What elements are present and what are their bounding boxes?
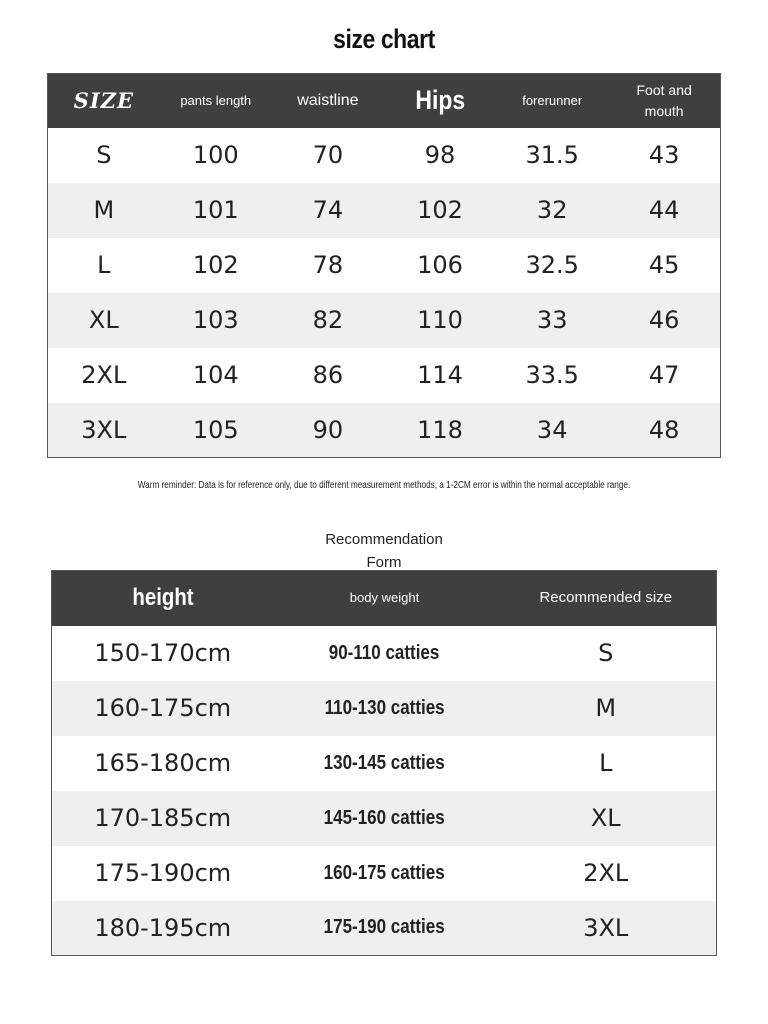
- cell-body-weight: [274, 736, 496, 791]
- cell-forerunner: 33.5: [525, 361, 579, 389]
- table-row: [48, 128, 721, 183]
- header-size: SIZE: [48, 74, 160, 128]
- table-row: [52, 626, 717, 681]
- table-row: [48, 293, 721, 348]
- cell-body-weight: [274, 681, 496, 736]
- cell-foot-and-mouth: 48: [608, 403, 720, 458]
- cell-hips: 106: [417, 251, 463, 279]
- recommendation-table: [51, 570, 717, 956]
- cell-height-text: 165-180cm: [94, 749, 232, 777]
- cell-size: M: [48, 183, 160, 238]
- cell-body-weight: [274, 626, 496, 681]
- cell-recommended-size: [496, 791, 717, 846]
- header-foot-and-mouth: Foot and mouth: [608, 74, 720, 128]
- cell-waistline: 86: [312, 361, 344, 389]
- cell-recommended-size: [496, 846, 717, 901]
- cell-recommended-size-text: XL: [590, 804, 621, 832]
- cell-body-weight-text: 110-130 catties: [324, 696, 445, 719]
- table-row: [52, 846, 717, 901]
- cell-foot-and-mouth: 47: [648, 361, 680, 389]
- cell-pants-length: 101: [160, 183, 272, 238]
- cell-hips: 98: [424, 141, 456, 169]
- cell-hips: 110: [384, 293, 496, 348]
- cell-recommended-size: [496, 681, 717, 736]
- cell-height: [52, 626, 274, 681]
- table-row: [48, 238, 721, 293]
- cell-body-weight-text: 90-110 catties: [329, 641, 440, 664]
- cell-hips: 118: [384, 403, 496, 458]
- table-row: [52, 736, 717, 791]
- table-row: [52, 791, 717, 846]
- header-hips: Hips: [384, 74, 496, 128]
- cell-height-text: 150-170cm: [94, 639, 232, 667]
- cell-recommended-size: [496, 736, 717, 791]
- cell-body-weight-text: 130-145 catties: [324, 751, 445, 774]
- cell-foot-and-mouth: 44: [608, 183, 720, 238]
- cell-height-text: 170-185cm: [94, 804, 232, 832]
- cell-waistline: 74: [272, 183, 384, 238]
- cell-recommended-size: [496, 626, 717, 681]
- header-recommended-size: Recommended size: [496, 571, 717, 626]
- cell-pants-length: 103: [160, 293, 272, 348]
- table-row: [48, 183, 721, 238]
- cell-forerunner: 32.5: [525, 251, 579, 279]
- cell-foot-and-mouth: 45: [648, 251, 680, 279]
- cell-recommended-size-text: 3XL: [583, 913, 629, 942]
- cell-body-weight: [274, 846, 496, 901]
- cell-waistline: 82: [272, 293, 384, 348]
- cell-forerunner: 34: [496, 403, 608, 458]
- cell-pants-length: 105: [160, 403, 272, 458]
- cell-size: 2XL: [81, 361, 127, 389]
- cell-body-weight: [274, 901, 496, 956]
- cell-height: [52, 681, 274, 736]
- cell-waistline: 70: [312, 141, 344, 169]
- cell-height-text: 180-195cm: [94, 913, 232, 942]
- cell-recommended-size: [496, 901, 717, 956]
- cell-height: [52, 736, 274, 791]
- header-height: height: [52, 571, 274, 626]
- size-chart-table: [47, 73, 721, 458]
- cell-recommended-size-text: S: [598, 639, 614, 667]
- cell-body-weight-text: 145-160 catties: [324, 806, 445, 829]
- cell-recommended-size-text: 2XL: [583, 859, 629, 887]
- cell-waistline: 78: [312, 251, 344, 279]
- cell-pants-length: 102: [192, 251, 239, 279]
- page-title: size chart: [333, 24, 435, 54]
- cell-recommended-size-text: L: [599, 749, 613, 777]
- cell-height: [52, 901, 274, 956]
- header-body-weight: body weight: [274, 571, 496, 626]
- size-table-header-row: [48, 74, 721, 128]
- table-row: [48, 403, 721, 458]
- cell-foot-and-mouth: 46: [608, 293, 720, 348]
- table-row: [52, 901, 717, 956]
- header-forerunner: forerunner: [496, 74, 608, 128]
- cell-size: L: [97, 251, 111, 279]
- cell-height-text: 175-190cm: [94, 859, 232, 887]
- cell-size: XL: [48, 293, 160, 348]
- cell-recommended-size-text: M: [595, 694, 617, 722]
- cell-size: 3XL: [48, 403, 160, 458]
- cell-body-weight: [274, 791, 496, 846]
- cell-body-weight-text: 175-190 catties: [324, 916, 445, 939]
- cell-height: [52, 846, 274, 901]
- table-row: [48, 348, 721, 403]
- cell-size: S: [96, 141, 112, 169]
- warm-reminder: Warm reminder: Data is for reference only, due to different measurement methods, a 1-2CM error is within the normal acceptable range.: [137, 480, 631, 491]
- cell-foot-and-mouth: 43: [648, 141, 680, 169]
- cell-pants-length: 100: [192, 141, 239, 169]
- cell-pants-length: 104: [192, 361, 239, 389]
- recommendation-header-row: [52, 571, 717, 626]
- cell-forerunner: 33: [496, 293, 608, 348]
- cell-height: [52, 791, 274, 846]
- table-row: [52, 681, 717, 736]
- header-pants-length: pants length: [160, 74, 272, 128]
- header-waistline: waistline: [272, 74, 384, 128]
- cell-hips: 114: [417, 361, 463, 389]
- cell-hips: 102: [384, 183, 496, 238]
- cell-waistline: 90: [272, 403, 384, 458]
- cell-forerunner: 32: [496, 183, 608, 238]
- recommendation-title: Recommendation Form: [325, 531, 443, 571]
- cell-forerunner: 31.5: [525, 141, 579, 169]
- cell-height-text: 160-175cm: [94, 694, 232, 722]
- cell-body-weight-text: 160-175 catties: [324, 861, 445, 884]
